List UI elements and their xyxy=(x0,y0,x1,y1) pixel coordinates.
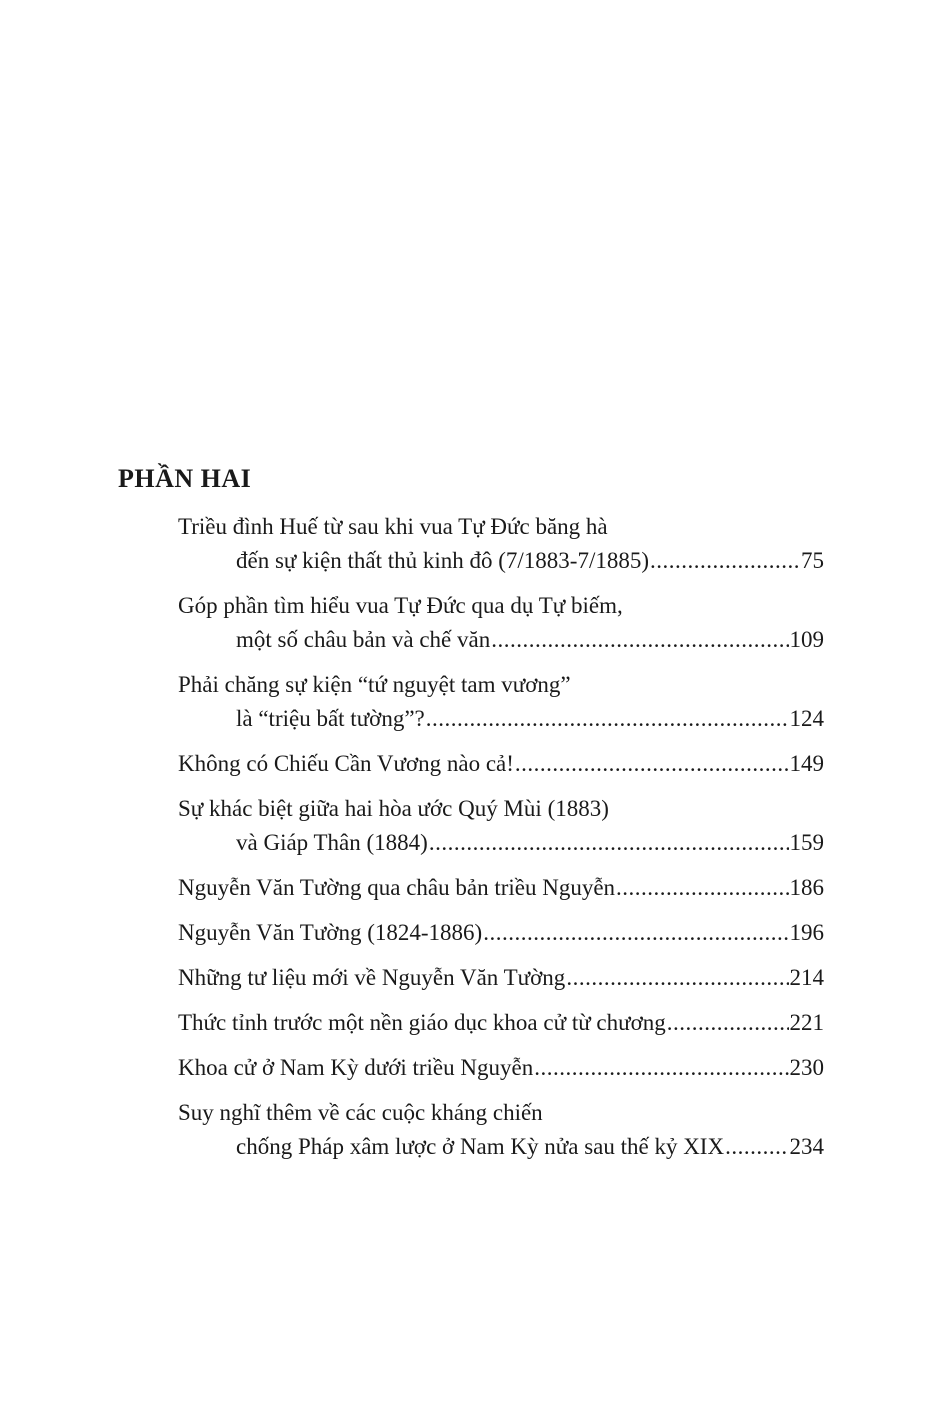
dot-leader xyxy=(491,623,788,657)
dot-leader xyxy=(534,1051,788,1085)
toc-entry-title-line1: Phải chăng sự kiện “tứ nguyệt tam vương” xyxy=(178,672,571,697)
dot-leader xyxy=(725,1130,788,1164)
toc-entry-row xyxy=(178,747,824,781)
toc-entry-row xyxy=(178,961,824,995)
toc-entry-title-line1: Suy nghĩ thêm về các cuộc kháng chiến xyxy=(178,1100,543,1125)
page-number: 149 xyxy=(789,751,824,776)
toc-entry-title-line2: đến sự kiện thất thủ kinh đô (7/1883-7/1885) xyxy=(236,548,650,573)
dot-leader xyxy=(515,747,789,781)
page-number: 230 xyxy=(789,1055,824,1080)
toc-entry-row xyxy=(178,544,824,578)
dot-leader xyxy=(650,544,800,578)
toc-entry-title: Nguyễn Văn Tường qua châu bản triều Nguyễn xyxy=(178,875,616,900)
toc-entry-row xyxy=(178,871,824,905)
section-title: PHẦN HAI xyxy=(118,464,252,493)
toc-entry-title-line1: Góp phần tìm hiểu vua Tự Đức qua dụ Tự biếm, xyxy=(178,593,623,618)
dot-leader xyxy=(483,916,788,950)
toc-entry-title: Thức tỉnh trước một nền giáo dục khoa cử từ chương xyxy=(178,1010,666,1035)
toc-entry-title: Những tư liệu mới về Nguyễn Văn Tường xyxy=(178,965,566,990)
toc-entry-title-line2: một số châu bản và chế văn xyxy=(236,627,491,652)
toc-entry xyxy=(178,1096,824,1164)
toc-entry-title-line2: và Giáp Thân (1884) xyxy=(236,830,428,855)
toc-entry-row xyxy=(178,702,824,736)
toc-entry-title-line2: là “triệu bất tường”? xyxy=(236,706,425,731)
page-number: 159 xyxy=(789,830,824,855)
toc-entry xyxy=(178,510,824,578)
toc-entry xyxy=(178,1051,824,1085)
toc-entry xyxy=(178,747,824,781)
toc-entry-row xyxy=(178,1006,824,1040)
page-number: 221 xyxy=(789,1010,824,1035)
toc-entry-title-line2: chống Pháp xâm lược ở Nam Kỳ nửa sau thế kỷ XIX xyxy=(236,1134,725,1159)
toc-entry xyxy=(178,792,824,860)
page-number: 196 xyxy=(789,920,824,945)
toc-entry xyxy=(178,668,824,736)
page-number: 124 xyxy=(789,706,824,731)
toc-entry-title: Nguyễn Văn Tường (1824-1886) xyxy=(178,920,483,945)
toc-entry xyxy=(178,961,824,995)
toc-entry xyxy=(178,871,824,905)
dot-leader xyxy=(426,702,789,736)
page-number: 109 xyxy=(789,627,824,652)
dot-leader xyxy=(429,826,789,860)
page-number: 75 xyxy=(801,548,824,573)
dot-leader xyxy=(566,961,788,995)
toc-entry-title-line1: Sự khác biệt giữa hai hòa ước Quý Mùi (1883) xyxy=(178,796,609,821)
table-of-contents xyxy=(178,510,824,1175)
toc-entry-title: Không có Chiếu Cần Vương nào cả! xyxy=(178,751,514,776)
dot-leader xyxy=(667,1006,789,1040)
toc-entry-row xyxy=(178,826,824,860)
toc-entry-title: Khoa cử ở Nam Kỳ dưới triều Nguyễn xyxy=(178,1055,534,1080)
toc-entry xyxy=(178,1006,824,1040)
toc-entry-row xyxy=(178,623,824,657)
toc-entry-title-line1: Triều đình Huế từ sau khi vua Tự Đức băng hà xyxy=(178,514,608,539)
toc-entry xyxy=(178,589,824,657)
dot-leader xyxy=(616,871,788,905)
toc-entry-row xyxy=(178,916,824,950)
page-number: 186 xyxy=(789,875,824,900)
toc-entry-row xyxy=(178,1130,824,1164)
page-number: 214 xyxy=(789,965,824,990)
toc-entry xyxy=(178,916,824,950)
page-number: 234 xyxy=(789,1134,824,1159)
toc-entry-row xyxy=(178,1051,824,1085)
